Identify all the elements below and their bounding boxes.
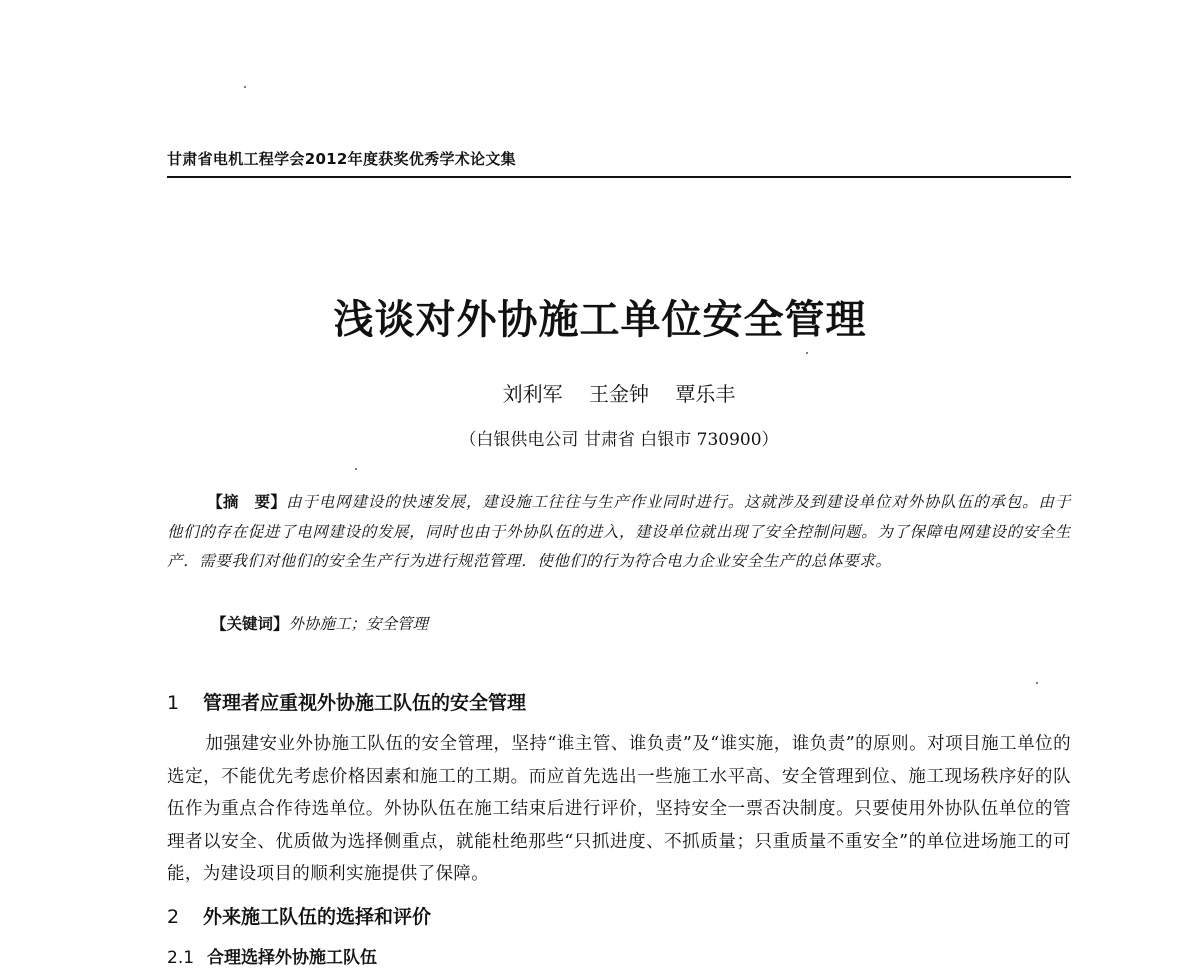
keywords-text: 外协施工；安全管理: [288, 615, 429, 633]
keywords-label: 【关键词】: [211, 614, 289, 633]
section-heading: [167, 688, 526, 715]
section-paragraph: 加强建安业外协施工队伍的安全管理，坚持“谁主管、谁负责”及“谁实施，谁负责”的原则。对项目施工单位的选定，不能优先考虑价格因素和施工的工期。而应首先选出一些施工水平高、安全管理到位、施工现场秩序好的队伍作为重点合作待选单位。外协队伍在施工结束后进行评价，坚持安全一票否决制度。只要使用外协队伍单位的管理者以安全、优质做为选择侧重点，就能杜绝那些“只抓进度、不抓质量；只重质量不重安全”的单位进场施工的可能，为建设项目的顺利实施提供了保障。: [167, 734, 1071, 885]
subsection-number: 2.1: [167, 948, 195, 968]
section-number: 2: [167, 906, 180, 928]
running-header: 甘肃省电机工程学会2012年度获奖优秀学术论文集: [167, 150, 516, 168]
section-heading: [167, 902, 431, 929]
section-title: 外来施工队伍的选择和评价: [203, 906, 432, 928]
author-affiliation: （白银供电公司 甘肃省 白银市 730900）: [459, 430, 779, 450]
author-name: 刘利军: [502, 382, 563, 406]
author-name: 覃乐丰: [675, 382, 736, 406]
paper-title: 浅谈对外协施工单位安全管理: [333, 296, 867, 343]
keywords: [211, 612, 428, 634]
header-rule: [167, 176, 1071, 178]
scan-speck: [355, 468, 357, 470]
abstract-label: 【摘 要】: [207, 492, 287, 511]
abstract: [167, 487, 1071, 577]
author-name: 王金钟: [589, 382, 649, 406]
scan-speck: [1036, 682, 1038, 684]
scan-speck: [244, 86, 246, 88]
section-number: 1: [167, 692, 180, 714]
abstract-text: 由于电网建设的快速发展，建设施工往往与生产作业同时进行。这就涉及到建设单位对外协队伍的承包。由于他们的存在促进了电网建设的发展，同时也由于外协队伍的进入，建设单位就出现了安全控制问题。为了保障电网建设的安全生产．需要我们对他们的安全生产行为进行规范管理．使他们的行为符合电力企业安全生产的总体要求。: [167, 493, 1071, 570]
section-title: 管理者应重视外协施工队伍的安全管理: [203, 692, 527, 714]
author-list: [0, 378, 1200, 407]
scan-speck: [806, 352, 808, 354]
subsection-heading: [167, 943, 377, 968]
subsection-title: 合理选择外协施工队伍: [207, 948, 377, 968]
